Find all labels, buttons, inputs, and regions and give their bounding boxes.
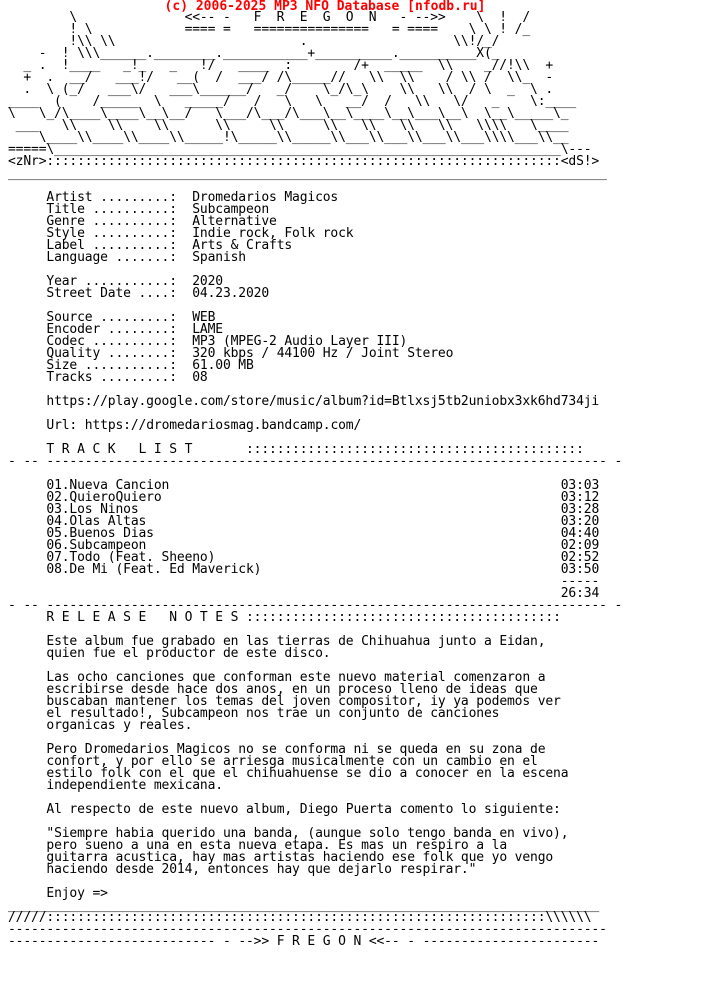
track-name: 03.Los Ninos (46, 502, 561, 517)
track-name: 04.Olas Altas (46, 514, 561, 529)
info-value: 320 kbps / 44100 Hz / Joint Stereo (192, 346, 454, 361)
footer-rule: --------------------------- (8, 934, 216, 949)
info-value: WEB (192, 310, 216, 325)
tracklist-dots: :::::::::::::::::::::::::::::::::::::::::::: (246, 442, 584, 457)
notes-line: independiente mexicana. (46, 778, 223, 793)
info-label: Quality ........: (46, 346, 193, 361)
info-label: Codec ..........: (46, 334, 193, 349)
bandcamp-link: https://dromedariosmag.bandcamp.com/ (84, 418, 362, 433)
info-value: Subcampeon (192, 202, 270, 217)
notes-line: confort, y por ello se arriesga musicalmente con un cambio en el (46, 754, 538, 769)
info-value: Arts & Crafts (192, 238, 293, 253)
notes-line: Enjoy => (46, 886, 108, 901)
info-label: Style ..........: (46, 226, 193, 241)
info-value: Alternative (192, 214, 277, 229)
info-label: Tracks .........: (46, 370, 193, 385)
notes-line: estilo folk con el que el chihuahuense se dio a conocer en la escena (46, 766, 569, 781)
track-time: 03:20 (560, 514, 600, 529)
total-rule: ----- (560, 574, 600, 589)
info-label: Size ...........: (46, 358, 193, 373)
site-header: (c) 2006-2025 MP3 NFO Database [nfodb.ru] (164, 0, 486, 14)
info-label: Source .........: (46, 310, 193, 325)
track-name: 08.De Mi (Feat. Ed Maverick) (46, 562, 561, 577)
footer-signature: - -->> F R E G O N <<-- - (222, 934, 415, 949)
notes-line: organicas y reales. (46, 718, 193, 733)
info-value: Spanish (192, 250, 246, 265)
notes-line: quien fue el productor de este disco. (46, 646, 331, 661)
info-value: MP3 (MPEG-2 Audio Layer III) (192, 334, 408, 349)
info-label: Language .......: (46, 250, 193, 265)
track-name: 01.Nueva Cancion (46, 478, 561, 493)
track-time: 03:50 (560, 562, 600, 577)
info-label: Street Date ....: (46, 286, 193, 301)
info-value: 61.00 MB (192, 358, 254, 373)
track-time: 03:28 (560, 502, 600, 517)
track-time: 02:52 (560, 550, 600, 565)
footer-rule: ----------------------- (422, 934, 600, 949)
info-label: Year ...........: (46, 274, 193, 289)
track-time: 03:03 (560, 478, 600, 493)
info-label: Label ..........: (46, 238, 193, 253)
notes-line: Este album fue grabado en las tierras de Chihuahua junto a Eidan, (46, 634, 546, 649)
info-value: 2020 (192, 274, 223, 289)
info-value: LAME (192, 322, 223, 337)
notes-heading: R E L E A S E N O T E S (46, 610, 239, 625)
info-value: 08 (192, 370, 208, 385)
notes-line: Pero Dromedarios Magicos no se conforma ni se queda en su zona de (46, 742, 546, 757)
notes-line: el resultado!, Subcampeon nos trae un conjunto de canciones (46, 706, 500, 721)
track-time: 04:40 (560, 526, 600, 541)
info-label: Title ..........: (46, 202, 193, 217)
track-time: 03:12 (560, 490, 600, 505)
notes-line: pero sueno a una en esta nueva etapa. Es mas un respiro a la (46, 838, 507, 853)
tracklist-heading: T R A C K L I S T (46, 442, 193, 457)
info-label: Encoder ........: (46, 322, 193, 337)
notes-line: haciendo desde 2014, entonces hay que dejarlo respirar." (46, 862, 477, 877)
notes-line: escribirse desde hace dos anos, en un proceso lleno de ideas que (46, 682, 538, 697)
track-name: 07.Todo (Feat. Sheeno) (46, 550, 561, 565)
notes-dots: ::::::::::::::::::::::::::::::::::::::::: (246, 610, 561, 625)
total-time: 26:34 (560, 586, 600, 601)
notes-line: guitarra acustica, hay mas artistas haciendo ese folk que yo vengo (46, 850, 554, 865)
info-label: Artist .........: (46, 190, 193, 205)
bottom-rule: _____________________________________________________________________________ (8, 898, 600, 913)
track-time: 02:09 (560, 538, 600, 553)
section-rule: - -- ------------------------------------------------------------------------- - (8, 598, 623, 613)
info-value: Indie rock, Folk rock (192, 226, 354, 241)
track-name: 05.Buenos Dias (46, 526, 561, 541)
track-name: 06.Subcampeon (46, 538, 561, 553)
info-label: Genre ..........: (46, 214, 193, 229)
notes-line: "Siempre habia querido una banda, (aunque solo tengo banda en vivo), (46, 826, 569, 841)
notes-line: Las ocho canciones que conforman este nuevo material comenzaron a (46, 670, 546, 685)
info-value: Dromedarios Magicos (192, 190, 339, 205)
info-value: 04.23.2020 (192, 286, 270, 301)
track-name: 02.QuieroQuiero (46, 490, 561, 505)
bottom-rule: ------------------------------------------------------------------------------ (8, 922, 607, 937)
url-label: Url: (46, 418, 78, 433)
notes-line: Al respecto de este nuevo album, Diego Puerta comento lo siguiente: (46, 802, 561, 817)
top-rule: ______________________________________________________________________________ (8, 166, 607, 181)
ascii-logo: \ <<-- - F R E G O N - -->> \ ! / ! \ ==== = =============== = ==== \ \ ! /_ !\\ \\ . \\!/_/ - ! \\\______.________.___________+__________.__________X(_ _ . !____ _!_ _ !/ ____ : /+ _____ \\ _//!\\ + + . __/ ___!/ __( / ___/ /\_____// \\ \\ / \\ / \\_ - . \ (_/ ___\/ ___\______/ _/ \_/\_\ \\ \\ / \ _ \ . ____ ( /_____ \ _____/ / \ \ __/ / \\ \/ _ \:____ \ \_/\____\____\__\__/ \___/\___/\___\__\____\__\___\__\ \__\_____\_ ___ \\ \\ \\ \\ \\ \\ \\ \\ \\ \\\\ \____ \____\\____\\____\\_____!\_____\\_____\\___\\___\\___\\___\\\\___\\__ =====\__________________________________________________________________\--- <zNr>:::::::::::::::::::::::::::::::::::::::::::::::::::::::::::::::::::<dS!> (8, 10, 600, 169)
nfo-text-block (8, 12, 622, 948)
notes-line: buscaban mantener los temas del joven compositor, iy ya podemos ver (46, 694, 561, 709)
bottom-rule: /////:::::::::::::::::::::::::::::::::::::::::::::::::::::::::::::::::\\\\\\ (8, 910, 592, 925)
section-rule: - -- ------------------------------------------------------------------------- - (8, 454, 623, 469)
google-link: https://play.google.com/store/music/album?id=Btlxsj5tb2uniobx3xk6hd734ji (46, 394, 600, 409)
